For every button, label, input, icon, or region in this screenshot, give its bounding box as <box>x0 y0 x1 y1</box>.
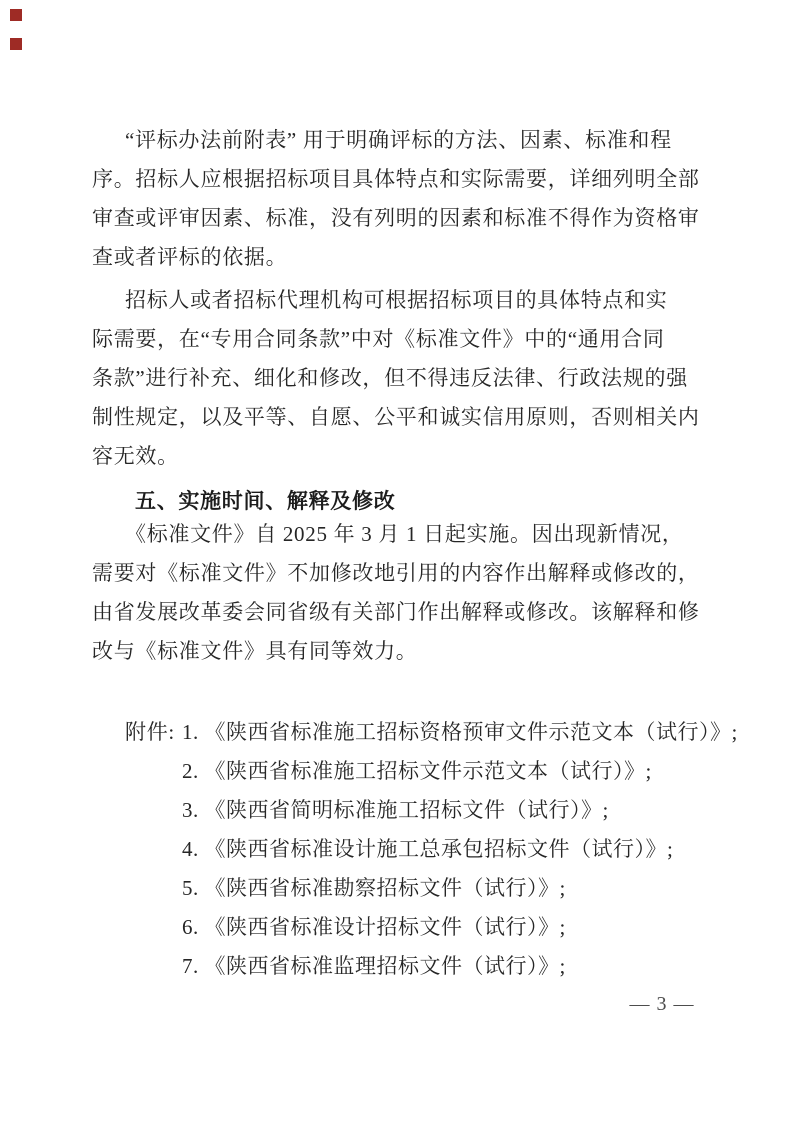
body-line: 际需要，在“专用合同条款”中对《标准文件》中的“通用合同 <box>92 327 665 351</box>
attachment-item: 6. 《陕西省标准设计招标文件（试行）》; <box>182 915 566 939</box>
red-mark-bottom <box>10 38 22 50</box>
body-line: 《标准文件》自 2025 年 3 月 1 日起实施。因出现新情况， <box>125 522 684 546</box>
section-heading: 五、实施时间、解释及修改 <box>135 490 396 513</box>
body-line: 容无效。 <box>92 444 179 468</box>
attachments-section <box>92 713 738 986</box>
attachments-label: 附件: <box>125 720 175 744</box>
attachment-item: 1. 《陕西省标准施工招标资格预审文件示范文本（试行）》; <box>182 720 738 744</box>
attachment-item: 5. 《陕西省标准勘察招标文件（试行）》; <box>182 876 566 900</box>
body-line: 招标人或者招标代理机构可根据招标项目的具体特点和实 <box>125 288 668 312</box>
attachment-item: 3. 《陕西省简明标准施工招标文件（试行）》; <box>182 798 609 822</box>
body-line: 改与《标准文件》具有同等效力。 <box>92 639 418 663</box>
document-body <box>92 121 738 986</box>
attachment-item: 2. 《陕西省标准施工招标文件示范文本（试行）》; <box>182 759 652 783</box>
body-line: 审查或评审因素、标准，没有列明的因素和标准不得作为资格审 <box>92 206 700 230</box>
red-mark-top <box>10 9 22 21</box>
body-line: 制性规定，以及平等、自愿、公平和诚实信用原则，否则相关内 <box>92 405 700 429</box>
body-line: 由省发展改革委会同省级有关部门作出解释或修改。该解释和修 <box>92 600 700 624</box>
attachment-item: 4. 《陕西省标准设计施工总承包招标文件（试行）》; <box>182 837 674 861</box>
attachments-list <box>182 713 738 986</box>
body-line: 序。招标人应根据招标项目具体特点和实际需要，详细列明全部 <box>92 167 700 191</box>
page-number: — 3 — <box>629 993 695 1015</box>
body-line: “评标办法前附表” 用于明确评标的方法、因素、标准和程 <box>125 128 672 152</box>
attachment-item: 7. 《陕西省标准监理招标文件（试行）》; <box>182 954 566 978</box>
body-line: 查或者评标的依据。 <box>92 245 288 269</box>
body-line: 条款”进行补充、细化和修改，但不得违反法律、行政法规的强 <box>92 366 688 390</box>
body-text <box>92 121 699 671</box>
body-line: 需要对《标准文件》不加修改地引用的内容作出解释或修改的， <box>92 561 700 585</box>
